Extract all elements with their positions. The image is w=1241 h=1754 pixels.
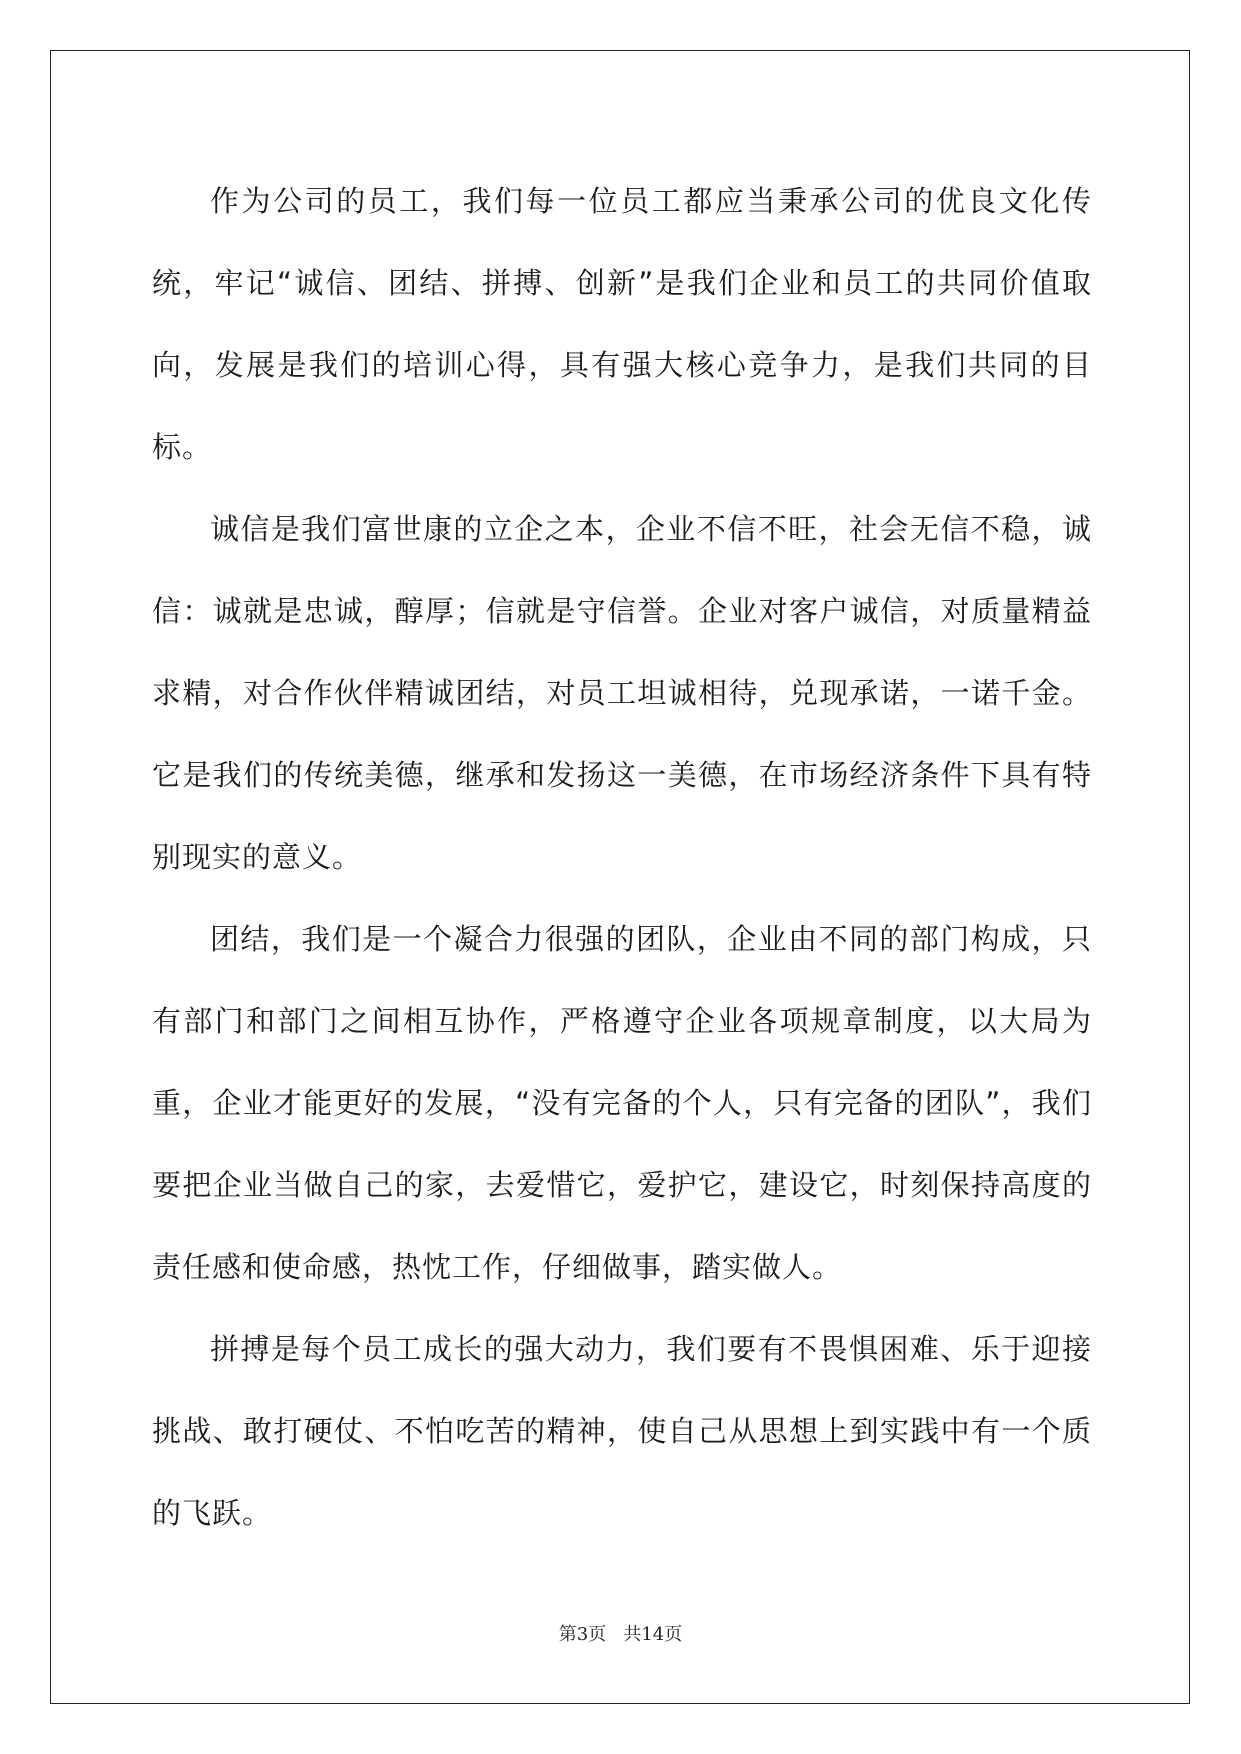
- page-footer: [0, 1620, 1241, 1646]
- paragraph-unity: 团结，我们是一个凝合力很强的团队，企业由不同的部门构成，只有部门和部门之间相互协作，严格遵守企业各项规章制度，以大局为重，企业才能更好的发展，“没有完备的个人，只有完备的团队”，我们要把企业当做自己的家，去爱惜它，爱护它，建设它，时刻保持高度的责任感和使命感，热忱工作，仔细做事，踏实做人。: [152, 922, 1092, 1284]
- page-number: 第3页: [558, 1624, 607, 1645]
- paragraph-striving: 拼搏是每个员工成长的强大动力，我们要有不畏惧困难、乐于迎接挑战、敢打硬仗、不怕吃苦的精神，使自己从思想上到实践中有一个质的飞跃。: [152, 1332, 1092, 1530]
- total-pages: 共14页: [623, 1624, 683, 1645]
- paragraph-integrity: 诚信是我们富世康的立企之本，企业不信不旺，社会无信不稳，诚信：诚就是忠诚，醇厚；信就是守信誉。企业对客户诚信，对质量精益求精，对合作伙伴精诚团结，对员工坦诚相待，兑现承诺，一诺千金。它是我们的传统美德，继承和发扬这一美德，在市场经济条件下具有特别现实的意义。: [152, 512, 1092, 874]
- document-body: [152, 160, 1092, 1554]
- paragraph-culture: 作为公司的员工，我们每一位员工都应当秉承公司的优良文化传统，牢记“诚信、团结、拼搏、创新”是我们企业和员工的共同价值取向，发展是我们的培训心得，具有强大核心竞争力，是我们共同的目标。: [152, 184, 1092, 464]
